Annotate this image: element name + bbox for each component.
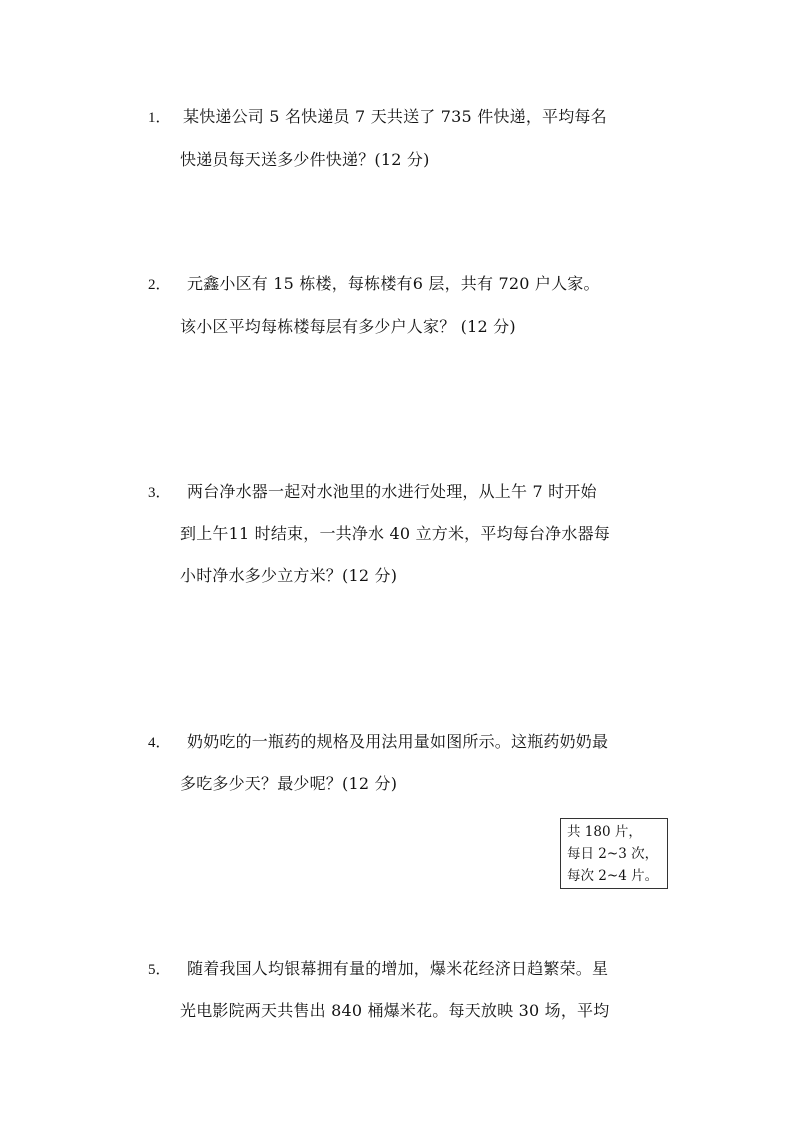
medicine-label-box	[560, 818, 668, 889]
problem-text-line: 到上午11 时结束，一共净水 40 立方米，平均每台净水器每	[180, 524, 610, 543]
problem-text-line: 元鑫小区有 15 栋楼，每栋楼有6 层，共有 720 户人家。	[187, 274, 600, 293]
problem-text-line: 小时净水多少立方米？(12 分)	[180, 566, 398, 585]
problem-text-line: 某快递公司 5 名快递员 7 天共送了 735 件快递，平均每名	[183, 107, 607, 126]
medicine-label-line: 每次 2~4 片。	[567, 868, 659, 884]
problem-text-line: 多吃多少天？最少呢？(12 分)	[180, 774, 398, 793]
problem-text-line: 两台净水器一起对水池里的水进行处理，从上午 7 时开始	[187, 482, 597, 501]
problem-text-line: 光电影院两天共售出 840 桶爆米花。每天放映 30 场，平均	[180, 1001, 610, 1020]
problem-text-line: 该小区平均每栋楼每层有多少户人家？ (12 分)	[180, 317, 516, 336]
problem-number: 3．	[148, 485, 171, 501]
medicine-label-line: 每日 2~3 次，	[567, 846, 659, 862]
problem-number: 4．	[148, 735, 171, 751]
problem-number: 5．	[148, 962, 171, 978]
problem-text-line: 随着我国人均银幕拥有量的增加，爆米花经济日趋繁荣。星	[187, 959, 609, 978]
problem-number: 1．	[148, 110, 171, 126]
problem-text-line: 快递员每天送多少件快递？(12 分)	[180, 150, 430, 169]
problem-text-line: 奶奶吃的一瓶药的规格及用法用量如图所示。这瓶药奶奶最	[187, 732, 609, 751]
medicine-label-line: 共 180 片，	[567, 824, 642, 840]
problem-number: 2．	[148, 277, 171, 293]
